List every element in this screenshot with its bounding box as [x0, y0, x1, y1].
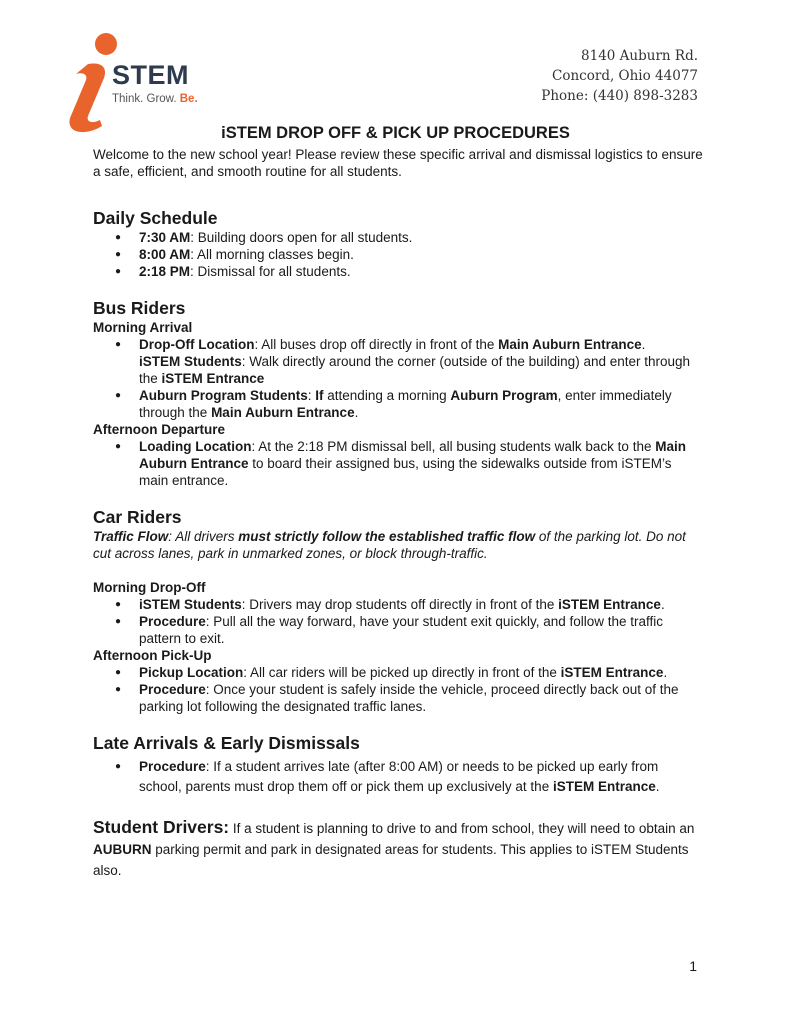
daily-schedule-list [93, 229, 703, 280]
list-item: ● Loading Location: At the 2:18 PM dismissal bell, all busing students walk back to the Main Auburn Entrance to board their assigned bus, using the sidewalks outside from iSTEM’s main entrance. [139, 438, 703, 489]
list-item: ● Pickup Location: All car riders will be picked up directly in front of the iSTEM Entrance. [139, 664, 703, 681]
document-title: iSTEM DROP OFF & PICK UP PROCEDURES [221, 124, 570, 142]
car-afternoon-subheading: Afternoon Pick-Up [93, 648, 212, 663]
student-drivers-heading: Student Drivers: [93, 817, 230, 837]
list-item: ● 2:18 PM: Dismissal for all students. [139, 263, 703, 280]
student-drivers-paragraph: Student Drivers: If a student is planning to drive to and from school, they will need to obtain an AUBURN parking permit and park in designated areas for students. This applies to iSTEM Students also. [93, 817, 695, 878]
bus-afternoon-subheading: Afternoon Departure [93, 422, 226, 437]
intro-paragraph: Welcome to the new school year! Please review these specific arrival and dismissal logistics to ensure a safe, efficient, and smooth routine for all students. [93, 147, 703, 179]
list-item: ● Procedure: Once your student is safely inside the vehicle, proceed directly back out of the parking lot following the designated traffic lanes. [139, 681, 703, 715]
bus-morning-list [93, 336, 703, 421]
list-item: ● iSTEM Students: Drivers may drop students off directly in front of the iSTEM Entrance. [139, 596, 703, 613]
daily-schedule-heading: Daily Schedule [93, 208, 218, 228]
bus-morning-subheading: Morning Arrival [93, 320, 193, 335]
car-riders-heading: Car Riders [93, 507, 182, 527]
list-item: ● Auburn Program Students: If attending a morning Auburn Program, enter immediately through the Main Auburn Entrance. [139, 387, 703, 421]
list-item: ● 7:30 AM: Building doors open for all students. [139, 229, 703, 246]
late-arrivals-list [93, 757, 703, 797]
list-item: ● Procedure: Pull all the way forward, have your student exit quickly, and follow the traffic pattern to exit. [139, 613, 703, 647]
address-block [541, 46, 698, 106]
traffic-flow-note: Traffic Flow: All drivers must strictly follow the established traffic flow of the parking lot. Do not cut across lanes, park in unmarked zones, or block through-traffic. [93, 529, 686, 561]
logo-wordmark: STEM [112, 60, 190, 90]
logo-tagline: Think. Grow. Be. [112, 93, 198, 105]
list-item: ● 8:00 AM: All morning classes begin. [139, 246, 703, 263]
bus-riders-heading: Bus Riders [93, 298, 186, 318]
document-body [93, 146, 703, 881]
car-morning-subheading: Morning Drop-Off [93, 580, 206, 595]
address-city: Concord, Ohio 44077 [552, 68, 698, 84]
address-phone: Phone: (440) 898-3283 [541, 88, 698, 104]
list-item: ● Drop-Off Location: All buses drop off directly in front of the Main Auburn Entrance. iSTEM Students: Walk directly around the corner (outside of the building) and enter through the iSTEM Entrance [139, 336, 703, 387]
address-street: 8140 Auburn Rd. [581, 48, 698, 64]
bus-afternoon-list [93, 438, 703, 489]
car-morning-list [93, 596, 703, 647]
page-number: 1 [689, 958, 697, 974]
istem-logo [66, 30, 211, 134]
list-item: ● Procedure: If a student arrives late (after 8:00 AM) or needs to be picked up early from school, parents must drop them off or pick them up exclusively at the iSTEM Entrance. [139, 757, 703, 797]
car-afternoon-list [93, 664, 703, 715]
late-arrivals-heading: Late Arrivals & Early Dismissals [93, 733, 360, 753]
